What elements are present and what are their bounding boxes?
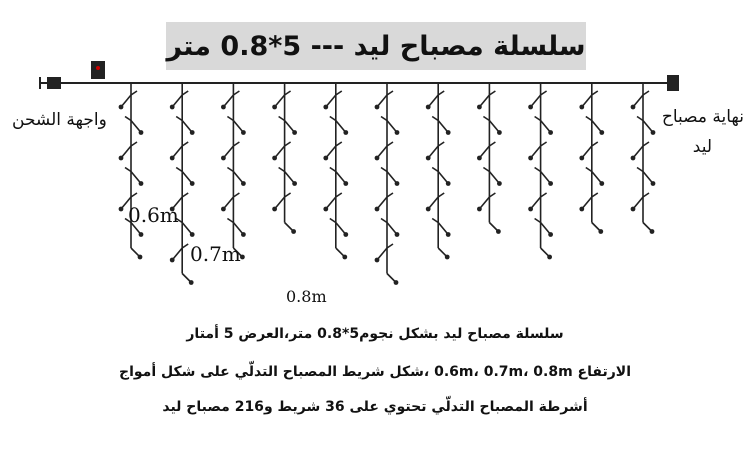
branch-stub [592, 142, 598, 146]
branch-stub [381, 168, 387, 172]
branch-stub [182, 142, 188, 146]
led-bulb-icon [343, 181, 348, 186]
branch-stub [176, 168, 182, 172]
led-bulb-icon [446, 232, 451, 237]
led-bulb-icon [375, 156, 380, 161]
branch-stub [432, 219, 438, 223]
led-bulb-icon [323, 207, 328, 212]
led-bulb-icon [598, 229, 603, 234]
led-bulb-icon [139, 181, 144, 186]
branch-stub [381, 117, 387, 121]
plug-icon [48, 78, 60, 88]
led-bulb-icon [221, 207, 226, 212]
led-bulb-icon [548, 181, 553, 186]
led-bulb-icon [548, 130, 553, 135]
led-bulb-icon [528, 207, 533, 212]
branch-stub [586, 117, 592, 121]
led-bulb-icon [272, 156, 277, 161]
led-bulb-icon [241, 232, 246, 237]
description-line-2: الارتفاع 0.6m، 0.7m، 0.8m ،شكل شريط المصباح التدلّي على شكل أمواج [119, 364, 631, 380]
led-bulb-icon [323, 156, 328, 161]
led-bulb-icon [579, 207, 584, 212]
branch-stub [483, 117, 489, 121]
branch-stub [438, 142, 444, 146]
led-bulb-icon [272, 105, 277, 110]
end-lamp-label-line2: ليد [692, 137, 712, 157]
dimension-label-0-8m: 0.8m [286, 287, 327, 306]
branch-stub [489, 91, 495, 95]
branch-stub [592, 193, 598, 197]
led-bulb-icon [651, 130, 656, 135]
branch-stub [233, 193, 239, 197]
branch-stub [387, 244, 393, 248]
led-bulb-icon [190, 181, 195, 186]
end-cap-icon [668, 76, 678, 90]
branch-stub [131, 142, 137, 146]
led-bulb-icon [528, 156, 533, 161]
branch-stub [489, 193, 495, 197]
led-bulb-icon [170, 105, 175, 110]
branch-stub [541, 142, 547, 146]
led-bulb-icon [272, 207, 277, 212]
led-bulb-icon [651, 181, 656, 186]
branch-stub [483, 168, 489, 172]
branch-stub [489, 142, 495, 146]
branch-stub [125, 117, 131, 121]
led-bulb-icon [170, 156, 175, 161]
led-bulb-icon [426, 105, 431, 110]
branch-stub [336, 142, 342, 146]
led-bulb-icon [548, 232, 553, 237]
led-bulb-icon [170, 258, 175, 263]
branch-stub [279, 168, 285, 172]
branch-stub [227, 219, 233, 223]
branch-stub [432, 117, 438, 121]
led-bulb-icon [395, 181, 400, 186]
branch-stub [535, 117, 541, 121]
branch-stub [330, 219, 336, 223]
led-bulb-icon [395, 130, 400, 135]
led-bulb-icon [189, 280, 194, 285]
led-bulb-icon [119, 207, 124, 212]
led-bulb-icon [650, 229, 655, 234]
led-bulb-icon [394, 280, 399, 285]
branch-stub [227, 117, 233, 121]
led-bulb-icon [221, 156, 226, 161]
branch-stub [176, 117, 182, 121]
branch-stub [438, 91, 444, 95]
led-bulb-icon [446, 130, 451, 135]
led-bulb-icon [375, 105, 380, 110]
branch-stub [336, 91, 342, 95]
led-bulb-icon [291, 229, 296, 234]
branch-stub [131, 193, 137, 197]
led-bulb-icon [579, 105, 584, 110]
led-bulb-icon [446, 181, 451, 186]
led-bulb-icon [343, 130, 348, 135]
branch-stub [541, 193, 547, 197]
branch-stub [438, 193, 444, 197]
description-line-1: سلسلة مصباح ليد بشكل نجوم5*0.8 متر،العرض 5 أمتار [186, 326, 564, 342]
power-interface-label: واجهة الشحن [12, 110, 107, 130]
led-bulb-icon [190, 232, 195, 237]
led-bulb-icon [139, 232, 144, 237]
branch-stub [387, 193, 393, 197]
led-bulb-icon [138, 255, 143, 260]
led-bulb-icon [547, 255, 552, 260]
branch-stub [387, 142, 393, 146]
led-bulb-icon [631, 156, 636, 161]
branch-stub [637, 168, 643, 172]
branch-stub [541, 91, 547, 95]
branch-stub [330, 117, 336, 121]
dimension-label-0-7m: 0.7m [190, 242, 241, 266]
branch-stub [233, 142, 239, 146]
led-bulb-icon [528, 105, 533, 110]
branch-stub [643, 91, 649, 95]
branch-stub [586, 168, 592, 172]
led-bulb-icon [375, 207, 380, 212]
branch-stub [285, 91, 291, 95]
led-bulb-icon [139, 130, 144, 135]
led-bulb-icon [579, 156, 584, 161]
led-bulb-icon [241, 181, 246, 186]
led-bulb-icon [477, 207, 482, 212]
led-bulb-icon [477, 156, 482, 161]
branch-stub [125, 168, 131, 172]
led-bulb-icon [426, 156, 431, 161]
branch-stub [336, 193, 342, 197]
title-text: سلسلة مصباح ليد --- 5*0.8 متر [166, 30, 586, 62]
led-bulb-icon [496, 229, 501, 234]
description-line-3: أشرطة المصباح التدلّي تحتوي على 36 شريط و216 مصباح ليد [162, 399, 588, 415]
led-bulb-icon [221, 105, 226, 110]
branch-stub [643, 193, 649, 197]
branch-stub [535, 219, 541, 223]
branch-stub [330, 168, 336, 172]
led-bulb-icon [119, 105, 124, 110]
led-bulb-icon [119, 156, 124, 161]
led-bulb-icon [395, 232, 400, 237]
branch-stub [285, 193, 291, 197]
led-bulb-icon [241, 130, 246, 135]
branch-stub [279, 117, 285, 121]
branch-stub [387, 91, 393, 95]
branch-stub [637, 117, 643, 121]
branch-stub [643, 142, 649, 146]
branch-stub [131, 91, 137, 95]
controller-light-icon [96, 66, 100, 70]
led-bulb-icon [599, 130, 604, 135]
branch-stub [432, 168, 438, 172]
branch-stub [535, 168, 541, 172]
branch-stub [233, 91, 239, 95]
led-bulb-icon [292, 181, 297, 186]
branch-stub [381, 219, 387, 223]
led-bulb-icon [342, 255, 347, 260]
led-bulb-icon [497, 130, 502, 135]
led-bulb-icon [190, 130, 195, 135]
branch-stub [227, 168, 233, 172]
branch-stub [285, 142, 291, 146]
led-bulb-icon [323, 105, 328, 110]
led-bulb-icon [343, 232, 348, 237]
branch-stub [182, 193, 188, 197]
led-bulb-icon [631, 207, 636, 212]
branch-stub [182, 91, 188, 95]
branch-stub [592, 91, 598, 95]
end-lamp-label-line1: نهاية مصباح [661, 107, 744, 127]
led-bulb-icon [599, 181, 604, 186]
dimension-label-0-6m: 0.6m [128, 203, 179, 227]
led-bulb-icon [631, 105, 636, 110]
led-bulb-icon [477, 105, 482, 110]
led-bulb-icon [292, 130, 297, 135]
led-bulb-icon [445, 255, 450, 260]
led-bulb-icon [375, 258, 380, 263]
led-bulb-icon [426, 207, 431, 212]
led-bulb-icon [497, 181, 502, 186]
branch-stub [182, 244, 188, 248]
